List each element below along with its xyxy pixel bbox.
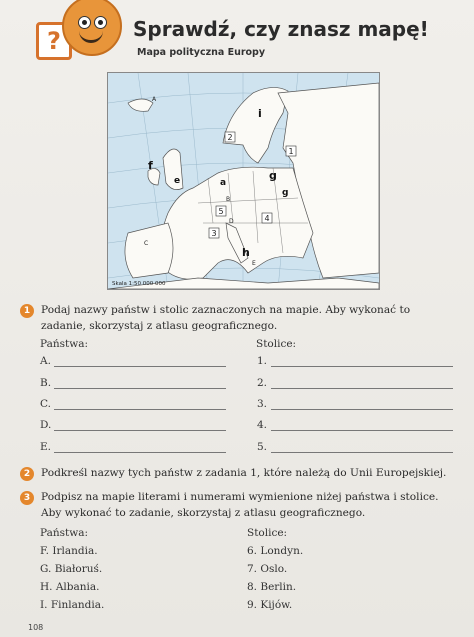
ex1-row-e-label: E. [40,441,52,453]
map-letter-e: E [252,260,256,267]
map-scale: Skala 1:50 000 000 [112,281,166,287]
map-letter-a: A [152,96,157,103]
map-marker-3: 3 [211,229,217,238]
ex3-country-g: G. Białoruś. [40,563,103,575]
map-letter-d: D [229,218,234,225]
ex1-row-a-answer-line[interactable] [54,366,226,367]
map-handwritten-h: h [242,246,250,259]
map-handwritten-i: i [258,107,262,120]
smiley-face-icon [62,0,122,56]
ex1-row-3-label: 3. [257,398,268,410]
exercise-3-number: 3 [20,491,34,505]
ex3-capital-8: 8. Berlin. [247,581,297,593]
page-number: 108 [28,623,44,632]
map-handwritten-g: g [269,169,277,182]
ex1-row-4-label: 4. [257,419,268,431]
ex1-row-1-label: 1. [257,355,268,367]
ex1-row-d-label: D. [40,419,52,431]
exercise-1-number: 1 [20,304,34,318]
map-marker-1: 1 [288,147,294,156]
svg-text:g: g [282,188,289,198]
map-handwritten-f: f [148,159,153,172]
question-icon: ? [36,22,72,60]
exercise-1-text: Podaj nazwy państw i stolic zaznaczonych na mapie. Aby wykonać to zadanie, skorzystaj z atlasu geograficznego. [41,304,411,332]
ex1-row-3-answer-line[interactable] [271,409,453,410]
ex3-capitals-heading: Stolice: [247,527,288,539]
page-title: Sprawdź, czy znasz mapę! [133,17,429,41]
ex1-row-2-answer-line[interactable] [271,388,453,389]
ex1-row-c-label: C. [40,398,51,410]
ex3-country-h: H. Albania. [40,581,100,593]
ex1-row-5-answer-line[interactable] [271,452,453,453]
ex3-capital-7: 7. Oslo. [247,563,288,575]
map-letter-b: B [226,196,231,203]
map-marker-5: 5 [218,207,224,216]
map-marker-4: 4 [264,214,270,223]
ex1-row-c-answer-line[interactable] [54,409,226,410]
ex3-country-f: F. Irlandia. [40,545,98,557]
ex3-country-i: I. Finlandia. [40,599,105,611]
svg-text:e: e [174,176,181,186]
ex1-capitals-heading: Stolice: [256,338,297,350]
ex1-row-2-label: 2. [257,377,268,389]
svg-text:a: a [220,178,227,188]
exercise-2-text: Podkreśl nazwy tych państw z zadania 1, które należą do Unii Europejskiej. [41,467,447,479]
ex3-capital-9: 9. Kijów. [247,599,293,611]
map-letter-c: C [144,240,149,247]
ex1-row-1-answer-line[interactable] [271,366,453,367]
ex1-row-d-answer-line[interactable] [54,430,226,431]
ex3-capital-6: 6. Londyn. [247,545,304,557]
map-subtitle: Mapa polityczna Europy [137,47,266,58]
map-marker-2: 2 [227,133,233,142]
ex1-row-4-answer-line[interactable] [271,430,453,431]
ex3-countries-heading: Państwa: [40,527,89,539]
europe-political-map [107,72,380,290]
map-drawing [108,73,379,289]
ex1-row-b-label: B. [40,377,52,389]
ex1-row-b-answer-line[interactable] [54,388,226,389]
exercise-2-number: 2 [20,467,34,481]
ex1-row-a-label: A. [40,355,51,367]
ex1-row-e-answer-line[interactable] [54,452,226,453]
exercise-3-text: Podpisz na mapie literami i numerami wymienione niżej państwa i stolice. Aby wykonać to zadanie, skorzystaj z atlasu geograficznego. [41,491,439,519]
ex1-countries-heading: Państwa: [40,338,89,350]
ex1-row-5-label: 5. [257,441,268,453]
